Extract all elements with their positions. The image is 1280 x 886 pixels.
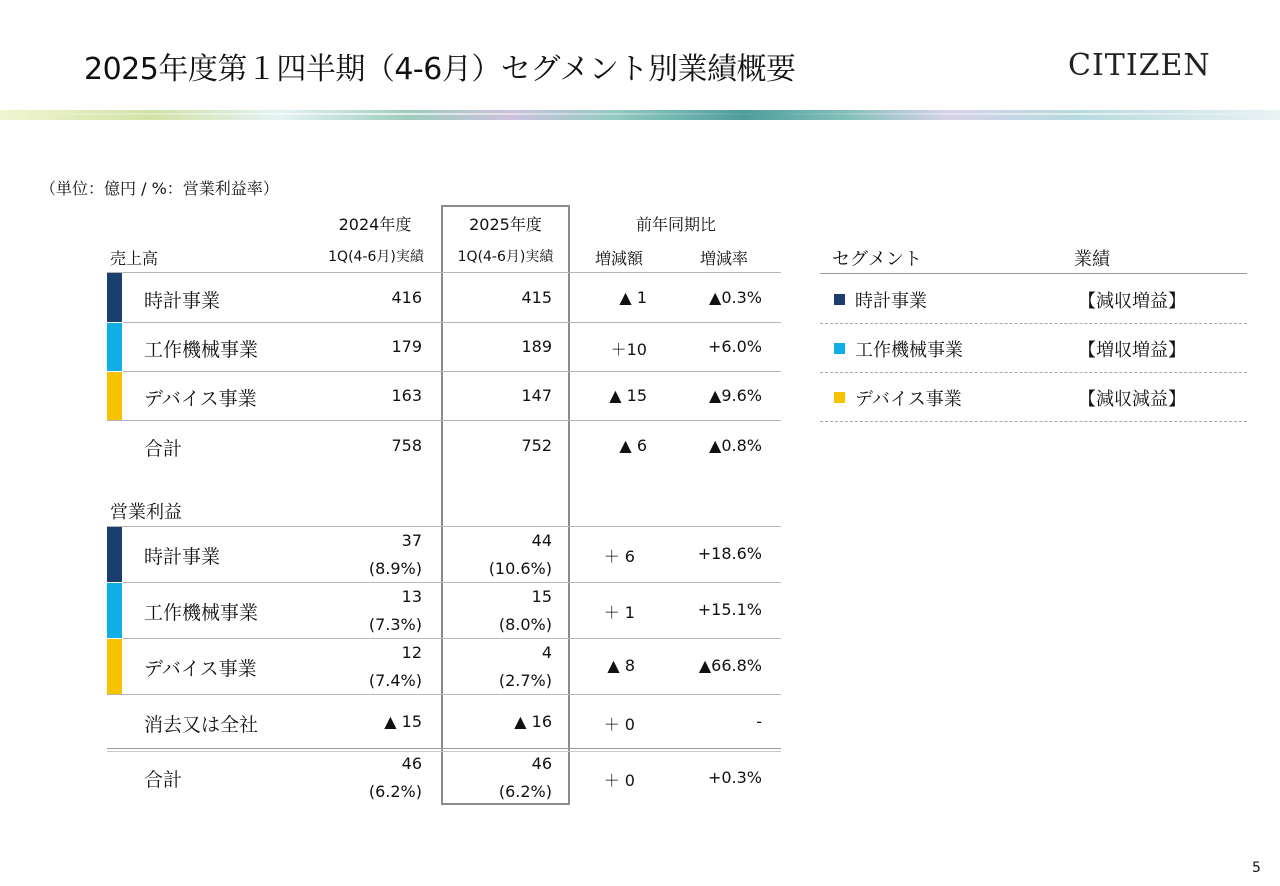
- summary-row-divider: [820, 421, 1247, 422]
- summary-row-divider: [820, 372, 1247, 373]
- row-divider: [123, 638, 781, 639]
- sales-rate: ▲0.3%: [709, 288, 762, 307]
- device-color-bar: [107, 372, 122, 420]
- op-rate: ▲66.8%: [698, 656, 762, 675]
- segment-name: 工作機械事業: [144, 602, 259, 624]
- segment-name: デバイス事業: [144, 658, 257, 680]
- op-2025: 15: [531, 587, 552, 606]
- sales-section-label: 売上高: [110, 249, 159, 268]
- sales-2024: 758: [391, 436, 422, 455]
- sales-2025: 752: [521, 436, 552, 455]
- op-2024: 37: [401, 531, 422, 550]
- sales-rate: ▲9.6%: [709, 386, 762, 405]
- watch-color-bar: [107, 527, 122, 582]
- sales-diff: ▲ 6: [619, 436, 647, 455]
- op-2024: 13: [401, 587, 422, 606]
- page-number: 5: [1252, 860, 1261, 876]
- page-title: 2025年度第１四半期（4-6月）セグメント別業績概要: [84, 52, 796, 87]
- sales-diff: ▲ 15: [609, 386, 647, 405]
- op-rate: +18.6%: [697, 544, 762, 563]
- segment-name: 合計: [144, 769, 183, 791]
- summary-header-divider: [820, 273, 1247, 274]
- summary-row-divider: [820, 323, 1247, 324]
- segment-name: 消去又は全社: [144, 714, 259, 736]
- decorative-band-highlight: [0, 113, 1280, 115]
- op-2024: 12: [401, 643, 422, 662]
- sales-2025: 415: [521, 288, 552, 307]
- op-diff: ＋ 1: [603, 603, 635, 622]
- op-2024: ▲ 15: [384, 712, 422, 731]
- sales-rate: ▲0.8%: [709, 436, 762, 455]
- segment-name: 工作機械事業: [144, 339, 259, 361]
- summary-result: 【減収減益】: [1078, 389, 1186, 410]
- sales-header-divider: [107, 272, 781, 273]
- summary-col-segment: セグメント: [832, 249, 922, 270]
- op-2024-margin: (7.3%): [368, 615, 422, 634]
- op-2025-margin: (6.2%): [498, 782, 552, 801]
- summary-result: 【減収増益】: [1078, 291, 1186, 312]
- summary-segment-name: 時計事業: [855, 291, 927, 312]
- col-subheader-fy2024: 1Q(4-6月)実績: [328, 249, 424, 265]
- op-diff: ＋ 6: [603, 547, 635, 566]
- op-section-label: 営業利益: [110, 502, 182, 523]
- col-subheader-rate: 増減率: [699, 249, 748, 268]
- citizen-logo: CITIZEN: [1068, 48, 1211, 83]
- op-2024-margin: (7.4%): [368, 671, 422, 690]
- op-2025: 44: [531, 531, 552, 550]
- device-color-bar: [107, 639, 122, 694]
- op-diff: ▲ 8: [607, 656, 635, 675]
- device-color-marker: [834, 392, 845, 403]
- op-2025-margin: (2.7%): [498, 671, 552, 690]
- sales-2025: 189: [521, 337, 552, 356]
- machine-color-bar: [107, 583, 122, 638]
- segment-name: デバイス事業: [144, 388, 257, 410]
- machine-color-marker: [834, 343, 845, 354]
- total-divider: [107, 748, 781, 749]
- col-subheader-diff: 増減額: [594, 249, 643, 268]
- op-2025: ▲ 16: [514, 712, 552, 731]
- sales-2024: 416: [391, 288, 422, 307]
- op-2025: 4: [541, 643, 552, 662]
- total-divider: [107, 751, 781, 752]
- sales-diff: ▲ 1: [619, 288, 647, 307]
- watch-color-marker: [834, 294, 845, 305]
- op-rate: +15.1%: [697, 600, 762, 619]
- col-header-fy2024: 2024年度: [338, 215, 412, 234]
- unit-note: （単位：億円 / %：営業利益率）: [40, 179, 279, 198]
- op-2025-margin: (8.0%): [498, 615, 552, 634]
- row-divider: [107, 694, 781, 695]
- sales-2024: 179: [391, 337, 422, 356]
- segment-name: 時計事業: [144, 546, 221, 568]
- op-2024-margin: (8.9%): [368, 559, 422, 578]
- sales-diff: ＋10: [610, 340, 647, 359]
- op-diff: ＋ 0: [603, 771, 635, 790]
- decorative-band: [0, 110, 1280, 120]
- col-header-fy2025: 2025年度: [469, 215, 542, 234]
- sales-rate: +6.0%: [707, 337, 762, 356]
- op-rate: +0.3%: [707, 768, 762, 787]
- row-divider: [107, 420, 781, 421]
- col-subheader-fy2025: 1Q(4-6月)実績: [457, 249, 554, 265]
- op-rate: -: [756, 712, 762, 731]
- watch-color-bar: [107, 273, 122, 322]
- machine-color-bar: [107, 323, 122, 371]
- row-divider: [123, 322, 781, 323]
- op-2024-margin: (6.2%): [368, 782, 422, 801]
- row-divider: [123, 371, 781, 372]
- sales-2025: 147: [521, 386, 552, 405]
- summary-result: 【増収増益】: [1078, 340, 1186, 361]
- segment-name: 時計事業: [144, 290, 221, 312]
- op-2025-margin: (10.6%): [488, 559, 552, 578]
- op-2025: 46: [531, 754, 552, 773]
- op-2024: 46: [401, 754, 422, 773]
- segment-name: 合計: [144, 438, 183, 460]
- col-header-yoy: 前年同期比: [635, 215, 716, 234]
- summary-col-result: 業績: [1074, 249, 1110, 270]
- op-header-divider: [107, 526, 781, 527]
- op-diff: ＋ 0: [603, 715, 635, 734]
- row-divider: [123, 582, 781, 583]
- summary-segment-name: 工作機械事業: [855, 340, 963, 361]
- summary-segment-name: デバイス事業: [855, 389, 962, 410]
- sales-2024: 163: [391, 386, 422, 405]
